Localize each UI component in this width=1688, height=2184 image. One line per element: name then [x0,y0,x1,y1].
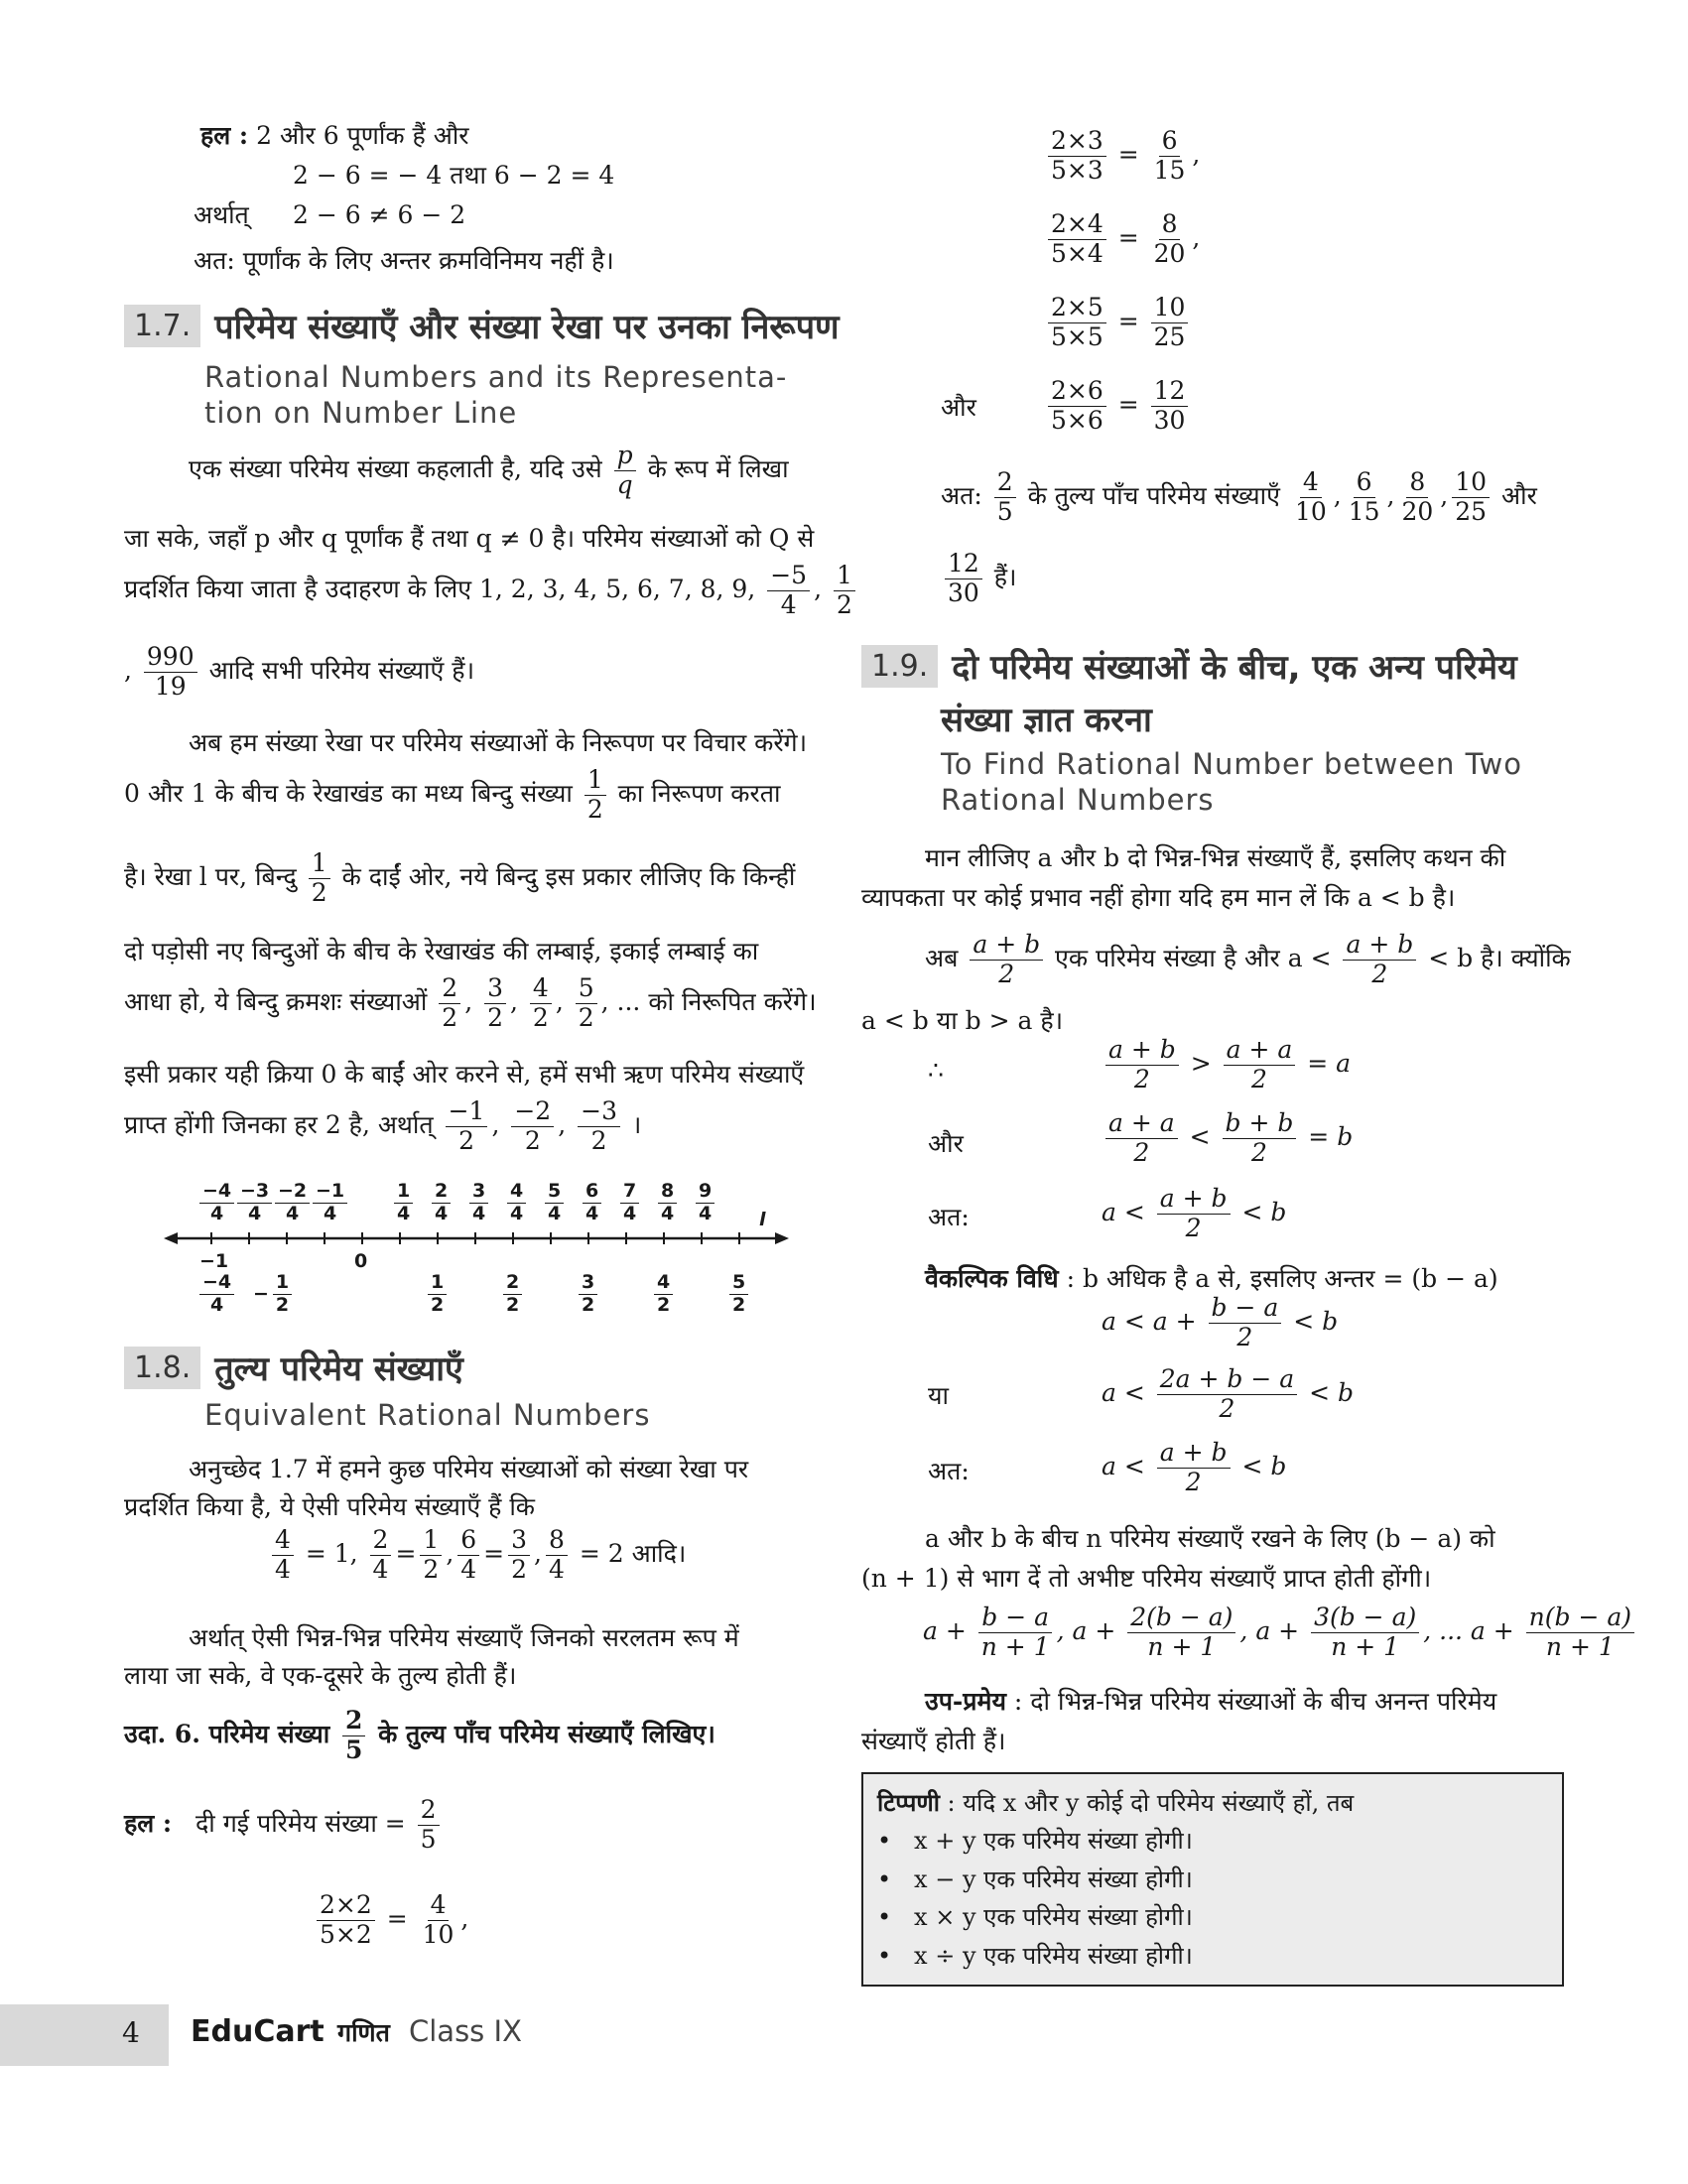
page-number: 4 [122,2016,140,2049]
paragraph-line: इसी प्रकार यही क्रिया 0 के बाईं ओर करने से, हमें सभी ऋण परिमेय संख्याएँ [124,1060,805,1089]
paragraph-line: लाया जा सके, वे एक-दूसरे के तुल्य होती हैं। [124,1661,517,1690]
list-item: • x × y एक परिमेय संख्या होगी। [877,1903,1193,1932]
note-label: टिप्पणी [877,1788,940,1817]
section-subtitle: tion on Number Line [204,396,518,431]
section-heading-1-7 [124,303,840,348]
fraction: $\frac{-5}{4}$ [767,562,810,620]
fraction: $\frac{1}{2}$ [309,849,330,908]
paragraph-line: अब $\frac{a + b}{2}$ एक परिमेय संख्या है और a < $\frac{a + b}{2}$ < b है। क्योंकि [925,930,1571,988]
aur-label: और [928,1129,964,1158]
list-item: • x + y एक परिमेय संख्या होगी। [877,1827,1193,1856]
atah-label: अत: [928,1203,970,1231]
paragraph-line: दो पड़ोसी नए बिन्दुओं के बीच के रेखाखंड की लम्बाई, इकाई लम्बाई का [124,937,759,965]
equation-line: $\frac{4}{4}$ = 1, $\frac{2}{4}$ = $\frac{1}{2}$ , $\frac{6}{4}$ = $\frac{3}{2}$ , $\frac{8}{4}$ = 2 आदि। [268,1526,686,1585]
section-title: तुल्य परिमेय संख्याएँ [214,1349,463,1389]
paragraph-line: a और b के बीच n परिमेय संख्याएँ रखने के लिए (b − a) को [925,1524,1495,1553]
section-number: 1.7. [124,305,200,347]
equation-line: $\frac{2\times 3}{5\times 3}$ = $\frac{6}{15}$ , [1044,127,1200,186]
section-subtitle: Rational Numbers and its Representa- [204,360,788,394]
tick-label: −1 [199,1250,229,1272]
inequality: $\frac{a + b}{2}$ > $\frac{a + a}{2}$ = a [1102,1036,1351,1094]
aur-label: और [941,393,976,422]
section-title: दो परिमेय संख्याओं के बीच, एक अन्य परिमेय [952,648,1517,688]
brand-logo: EduCart [191,2014,325,2049]
section-subtitle: Rational Numbers [941,783,1215,818]
inequality: a < $\frac{a + b}{2}$ < b [1102,1438,1287,1496]
equation-line: $\frac{2\times 4}{5\times 4}$ = $\frac{8}{20}$ , [1044,210,1200,269]
paragraph-line: a < b या b > a है। [861,1006,1064,1035]
solution-text: 2 और 6 पूर्णांक हैं और [256,121,469,150]
fraction-p-q: $\frac{p}{q}$ [614,442,636,500]
ya-label: या [928,1381,949,1410]
paragraph-line: एक संख्या परिमेय संख्या कहलाती है, यदि उसे $\frac{p}{q}$ के रूप में लिखा [189,441,789,499]
paragraph-line: संख्याएँ होती हैं। [861,1727,1006,1755]
class-label: Class IX [409,2014,522,2048]
conclusion: अत: पूर्णांक के लिए अन्तर क्रमविनिमय नहीं है। [194,246,614,275]
section-subtitle: To Find Rational Number between Two [941,747,1522,781]
note-text: : यदि x और y कोई दो परिमेय संख्याएँ हों, तब [947,1789,1355,1817]
paragraph-line: 0 और 1 के बीच के रेखाखंड का मध्य बिन्दु संख्या $\frac{1}{2}$ का निरूपण करता [124,765,781,824]
paragraph-line: मान लीजिए a और b दो भिन्न-भिन्न संख्याएँ हैं, इसलिए कथन की [925,843,1506,872]
equation: 2 − 6 = − 4 तथा 6 − 2 = 4 [293,161,615,190]
section-heading-1-9 [861,643,1517,689]
paragraph-line: $\frac{12}{30}$ हैं। [941,550,1017,608]
paragraph-line: अनुच्छेद 1.7 में हमने कुछ परिमेय संख्याओं को संख्या रेखा पर [189,1455,749,1483]
paragraph-line: प्रदर्शित किया जाता है उदाहरण के लिए 1, 2, 3, 4, 5, 6, 7, 8, 9, $\frac{-5}{4}$ , $\frac{1}{2}$ [124,562,859,620]
corollary: उप-प्रमेय : दो भिन्न-भिन्न परिमेय संख्याओं के बीच अनन्त परिमेय [925,1687,1497,1716]
sequence-equation: a + $\frac{b - a}{n + 1}$ , a + $\frac{2(b - a)}{n + 1}$ , a + $\frac{3(b - a)}{n + 1}$ , ... a + $\frac{n(b - a)}{n + 1}$ [923,1604,1638,1662]
therefore-symbol: ∴ [928,1056,944,1085]
list-item: • x ÷ y एक परिमेय संख्या होगी। [877,1941,1193,1970]
section-title: परिमेय संख्याएँ और संख्या रेखा पर उनका निरूपण [214,308,840,347]
inequality: $\frac{a + a}{2}$ < $\frac{b + b}{2}$ = b [1102,1109,1353,1168]
paragraph-line: आधा हो, ये बिन्दु क्रमशः संख्याओं $\frac{2}{2}$ , $\frac{3}{2}$ , $\frac{4}{2}$ , $\frac{5}{2}$ , ... को निरूपित करेंगे। [124,973,817,1032]
inequality: a < $\frac{a + b}{2}$ < b [1102,1184,1287,1242]
paragraph-line: , $\frac{990}{19}$ आदि सभी परिमेय संख्याएँ हैं। [124,642,475,701]
equation-line: $\frac{2\times 2}{5\times 2}$ = $\frac{4}{10}$ , [313,1891,468,1950]
subject-label: गणित [337,2018,390,2047]
solution-label: हल : [200,121,249,150]
paragraph-line: अर्थात् ऐसी भिन्न-भिन्न परिमेय संख्याएँ जिनको सरलतम रूप में [189,1623,739,1652]
fraction: $\frac{990}{19}$ [144,643,197,702]
equation: 2 − 6 ≠ 6 − 2 [293,200,466,229]
paragraph-line: जा सके, जहाँ p और q पूर्णांक हैं तथा q ≠ 0 है। परिमेय संख्याओं को Q से [124,524,815,553]
paragraph-line: अत: $\frac{2}{5}$ के तुल्य पाँच परिमेय संख्याएँ $\frac{4}{10}$ , $\frac{6}{15}$ , $\frac{8}{20}$ , $\frac{10}{25}$ और [941,467,1537,526]
paragraph-line: (n + 1) से भाग दें तो अभीष्ट परिमेय संख्याएँ प्राप्त होती होंगी। [861,1564,1432,1593]
inequality: a < a + $\frac{b - a}{2}$ < b [1102,1293,1339,1351]
inequality: a < $\frac{2a + b - a}{2}$ < b [1102,1364,1355,1423]
paragraph-line: है। रेखा l पर, बिन्दु $\frac{1}{2}$ के दाईं ओर, नये बिन्दु इस प्रकार लीजिए कि किन्हीं [124,848,796,907]
number-line-figure: $\frac{-4}{4}$ $\frac{-3}{4}$ $\frac{-2}{4}$ $\frac{-1}{4}$ $\frac{1}{4}$ $\frac{2}{4}$ $\frac{3}{4}$ $\frac{4}{4}$ $\frac{5}{4}$ $\frac{6}{4}$ $\frac{7}{4}$ $\frac{8}{4}$ $\frac{9}{4}$ l −1 0 $\frac{-4}{4}$ − $\frac{1}{2}$ $\frac{1}{2}$ $\frac{2}{2}$ $\frac{3}{2}$ $\frac{4}{2}$ $\frac{5}{2}$ [164,1181,799,1330]
fraction: $\frac{1}{2}$ [584,766,606,825]
paragraph-line: प्रदर्शित किया है, ये ऐसी परिमेय संख्याएँ हैं कि [124,1492,535,1521]
solution-6: हल : दी गई परिमेय संख्या = $\frac{2}{5}$ [124,1796,444,1855]
list-item: • x − y एक परिमेय संख्या होगी। [877,1864,1193,1893]
section-title-cont: संख्या ज्ञात करना [941,701,1152,740]
section-heading-1-8 [124,1345,463,1390]
paragraph-line: व्यापकता पर कोई प्रभाव नहीं होगा यदि हम मान लें कि a < b है। [861,883,1456,912]
section-number: 1.9. [861,645,938,688]
section-number: 1.8. [124,1347,200,1389]
footer-bar [0,2004,169,2066]
alternate-method: वैकल्पिक विधि : b अधिक है a से, इसलिए अन्तर = (b − a) [925,1264,1498,1293]
atah-label: अत: [928,1457,970,1485]
paragraph-line: प्राप्त होंगी जिनका हर 2 है, अर्थात् $\frac{-1}{2}$ , $\frac{-2}{2}$ , $\frac{-3}{2}$ । [124,1096,642,1155]
note-box [861,1772,1564,1987]
arthat-label: अर्थात् [194,200,249,229]
paragraph-line: अब हम संख्या रेखा पर परिमेय संख्याओं के निरूपण पर विचार करेंगे। [189,728,808,757]
equation-line: $\frac{2\times 6}{5\times 6}$ = $\frac{12}{30}$ [1044,377,1192,436]
example-6: उदा. 6. परिमेय संख्या $\frac{2}{5}$ के तुल्य पाँच परिमेय संख्याएँ लिखिए। [124,1706,715,1764]
line-label: l [759,1209,766,1230]
tick-label: 0 [354,1250,368,1272]
fraction: $\frac{1}{2}$ [834,562,855,620]
equation-line: $\frac{2\times 5}{5\times 5}$ = $\frac{10}{25}$ [1044,294,1192,352]
section-subtitle: Equivalent Rational Numbers [204,1398,651,1432]
